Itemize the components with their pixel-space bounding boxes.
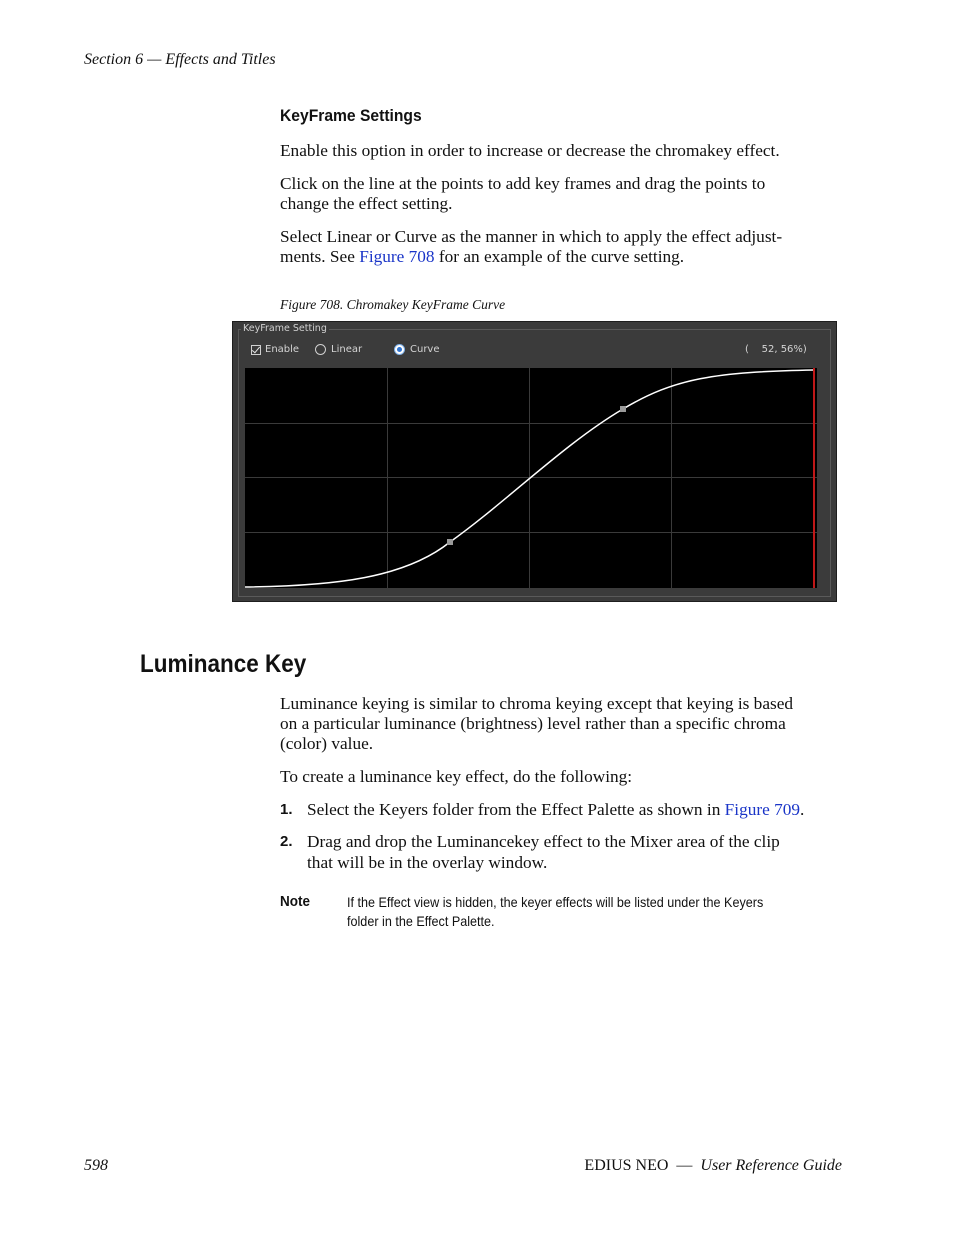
checkbox-checked-icon <box>251 345 261 355</box>
radio-empty-icon <box>315 344 326 355</box>
luminance-key-heading: Luminance Key <box>140 650 307 678</box>
guide-title <box>584 1157 842 1175</box>
text-fragment: . <box>800 800 805 819</box>
linear-radio[interactable] <box>315 344 362 355</box>
enable-label: Enable <box>265 344 300 355</box>
text-line: that will be in the overlay window. <box>307 853 548 872</box>
luminance-paragraph-2 <box>280 767 840 787</box>
linear-label: Linear <box>331 344 363 355</box>
figure-caption: Figure 708. Chromakey KeyFrame Curve <box>280 297 506 312</box>
running-head: Section 6 — Effects and Titles <box>84 51 276 68</box>
page-number: 598 <box>84 1157 108 1174</box>
step-2-text <box>307 831 847 873</box>
keyframe-paragraph-3 <box>280 227 840 267</box>
note-text <box>347 893 763 931</box>
guide-product: EDIUS NEO <box>584 1157 669 1174</box>
keyframe-curve-graph[interactable] <box>245 368 817 588</box>
note-label: Note <box>280 893 311 910</box>
enable-checkbox[interactable] <box>251 344 299 355</box>
text-line: Enable this option in order to increase or decrease the chromakey effect. <box>280 141 780 160</box>
text-fragment: Select the Keyers folder from the Effect Palette as shown in <box>307 800 725 819</box>
figure-708-link[interactable]: Figure 708 <box>359 247 435 266</box>
text-line: Select Linear or Curve as the manner in which to apply the effect adjust- <box>280 227 783 246</box>
text-line: Luminance keying is similar to chroma keying except that keying is based <box>280 694 794 713</box>
guide-title-text: User Reference Guide <box>700 1157 842 1174</box>
text-line: To create a luminance key effect, do the following: <box>280 767 633 786</box>
panel-title: KeyFrame Setting <box>243 323 327 334</box>
curve-radio[interactable] <box>394 344 440 355</box>
text-line: Drag and drop the Luminancekey effect to the Mixer area of the clip <box>307 832 780 851</box>
step-1-text <box>307 799 847 820</box>
text-line: Click on the line at the points to add key frames and drag the points to <box>280 174 766 193</box>
text-line: If the Effect view is hidden, the keyer effects will be listed under the Keyers <box>347 894 764 910</box>
keyframe-point-1[interactable] <box>447 539 453 545</box>
text-line: change the effect setting. <box>280 194 453 213</box>
curve-label: Curve <box>410 344 440 355</box>
coordinate-readout: ( 52, 56%) <box>745 344 807 355</box>
keyframe-point-2[interactable] <box>620 406 626 412</box>
luminance-paragraph-1 <box>280 694 840 754</box>
text-line <box>280 247 840 267</box>
keyframe-paragraph-1 <box>280 141 840 161</box>
keyframe-settings-heading: KeyFrame Settings <box>280 106 422 125</box>
text-line: folder in the Effect Palette. <box>347 913 495 929</box>
text-fragment: for an example of the curve setting. <box>434 247 685 266</box>
guide-separator: — <box>668 1157 701 1174</box>
text-line: on a particular luminance (brightness) level rather than a specific chroma <box>280 714 786 733</box>
step-number: 1. <box>280 801 293 818</box>
text-line <box>307 799 847 820</box>
text-line: (color) value. <box>280 734 374 753</box>
text-fragment: ments. See <box>280 247 360 266</box>
step-number: 2. <box>280 833 293 850</box>
radio-selected-icon <box>394 344 405 355</box>
figure-709-link[interactable]: Figure 709 <box>724 800 801 819</box>
keyframe-setting-panel <box>232 321 837 602</box>
keyframe-paragraph-2 <box>280 174 840 214</box>
